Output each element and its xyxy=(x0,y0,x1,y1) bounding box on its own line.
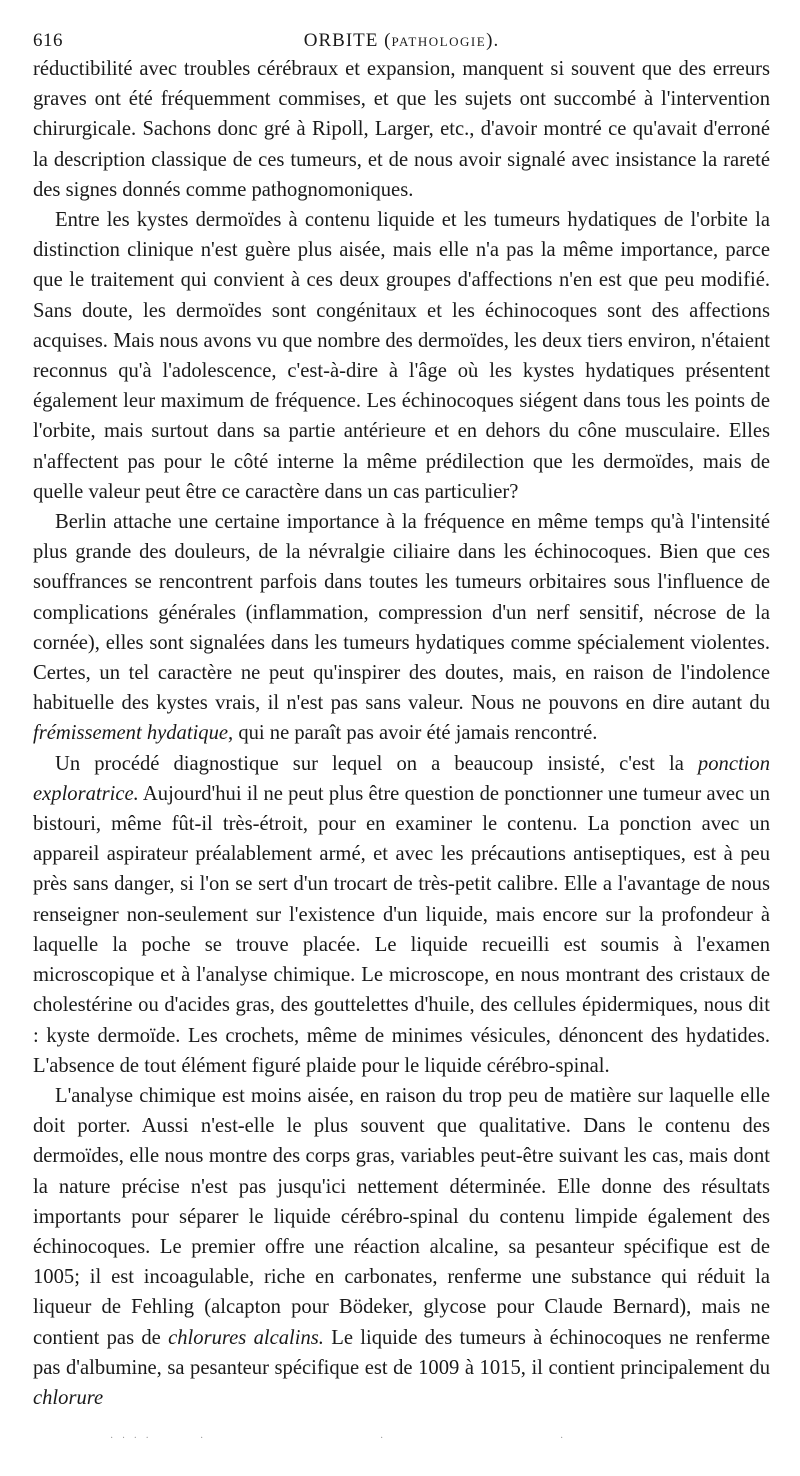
text-run: Le liquide des tumeurs à échinocoques ne renferme pas d'albumine, sa pesanteur spécifique est de 1009 à 1015, il contient principalement du xyxy=(33,1326,770,1379)
text-run: réductibilité avec troubles cérébraux et expansion, manquent si souvent que des erreurs graves ont été fréquemment commises, et que les sujets ont succombé à l'intervention chirurgicale. Sachons donc gré à Ripoll, Larger, etc., d'avoir montré ce qu'avait d'erroné la description classique de ces tumeurs, et de nous avoir signalé avec insistance la rareté des signes donnés comme pathognomoniques. xyxy=(33,58,770,201)
running-title-subtitle: PATHOLOGIE xyxy=(391,34,487,49)
italic-term: chlorures alcalins. xyxy=(168,1326,324,1349)
paragraph-4 xyxy=(33,749,770,1081)
running-title-open: ( xyxy=(378,30,392,51)
speck: · · · · xyxy=(110,1433,152,1444)
text-run: Aujourd'hui il ne peut plus être question de ponctionner une tumeur avec un bistouri, même fût-il très-étroit, pour en examiner le contenu. La ponction avec un appareil aspirateur préalablement armé, et avec les précautions antiseptiques, est à peu près sans danger, si l'on se sert d'un trocart de très-petit calibre. Elle a l'avantage de nous renseigner non-seulement sur l'existence d'un liquide, mais encore sur la profondeur à laquelle la poche se trouve placée. Le liquide recueilli est soumis à l'examen microscopique et à l'analyse chimique. Le microscope, en nous montrant des cristaux de cholestérine ou d'acides gras, des gouttelettes d'huile, des cellules épidermiques, nous dit : kyste dermoïde. Les crochets, même de minimes vésicules, dénoncent des hydatides. L'absence de tout élément figuré plaide pour le liquide cérébro-spinal. xyxy=(33,782,770,1077)
text-run: Un procédé diagnostique sur lequel on a beaucoup insisté, c'est la xyxy=(55,752,698,775)
body-text xyxy=(33,54,770,1413)
text-run: Entre les kystes dermoïdes à contenu liquide et les tumeurs hydatiques de l'orbite la distinction clinique n'est guère plus aisée, mais elle n'a pas la même importance, parce que le traitement qui convient à ces deux groupes d'affections n'en est que peu modifié. Sans doute, les dermoïdes sont congénitaux et les échinocoques sont des affections acquises. Mais nous avons vu que nombre des dermoïdes, les deux tiers environ, n'étaient reconnus qu'à l'adolescence, c'est-à-dire à l'âge où les kystes hydatiques présentent également leur maximum de fréquence. Les échinocoques siégent dans tous les points de l'orbite, mais surtout dans sa partie antérieure et en dehors du cône musculaire. Elles n'affectent pas pour le côté interne la même prédilection que les dermoïdes, mais de quelle valeur peut être ce caractère dans un cas particulier? xyxy=(33,209,770,503)
speck: · xyxy=(380,1433,387,1444)
book-page xyxy=(33,22,770,1413)
speck: · xyxy=(560,1433,567,1444)
paragraph-5 xyxy=(33,1081,770,1413)
running-title xyxy=(33,30,770,52)
text-run: Berlin attache une certaine importance à la fréquence en même temps qu'à l'intensité plus grande des douleurs, de la névralgie ciliaire dans les échinocoques. Bien que ces souffrances se rencontrent parfois dans toutes les tumeurs orbitaires sous l'influence de complications générales (inflammation, compression d'un nerf sensitif, nécrose de la cornée), elles sont signalées dans les tumeurs hydatiques comme spécialement violentes. Certes, un tel caractère ne peut qu'inspirer des doutes, mais, en raison de l'indolence habituelle des kystes vrais, il n'est pas sans valeur. Nous ne pouvons en dire autant du xyxy=(33,511,770,715)
page-number: 616 xyxy=(33,30,63,51)
running-title-close: ). xyxy=(486,30,500,51)
paragraph-1 xyxy=(33,54,770,205)
paragraph-3 xyxy=(33,507,770,749)
running-head xyxy=(33,22,770,54)
italic-term: frémissement hydatique, xyxy=(33,722,234,745)
page-bottom-specks xyxy=(110,1433,570,1444)
running-title-main: ORBITE xyxy=(303,30,379,51)
italic-term: chlorure xyxy=(33,1386,104,1409)
italic-term: ponction exploratrice. xyxy=(33,752,770,805)
paragraph-2 xyxy=(33,205,770,507)
text-run: L'analyse chimique est moins aisée, en raison du trop peu de matière sur laquelle elle doit porter. Aussi n'est-elle le plus souvent que qualitative. Dans le contenu des dermoïdes, elle nous montre des corps gras, variables peut-être suivant les cas, mais dont la nature précise n'est pas jusqu'ici nettement déterminée. Elle donne des résultats importants pour séparer le liquide cérébro-spinal du contenu limpide également des échinocoques. Le premier offre une réaction alcaline, sa pesanteur spécifique est de 1005; il est incoagulable, riche en carbonates, renferme une substance qui réduit la liqueur de Fehling (alcapton pour Bödeker, glycose pour Claude Bernard), mais ne contient pas de xyxy=(33,1084,770,1349)
speck: · xyxy=(200,1433,207,1444)
text-run: qui ne paraît pas avoir été jamais rencontré. xyxy=(233,722,598,745)
